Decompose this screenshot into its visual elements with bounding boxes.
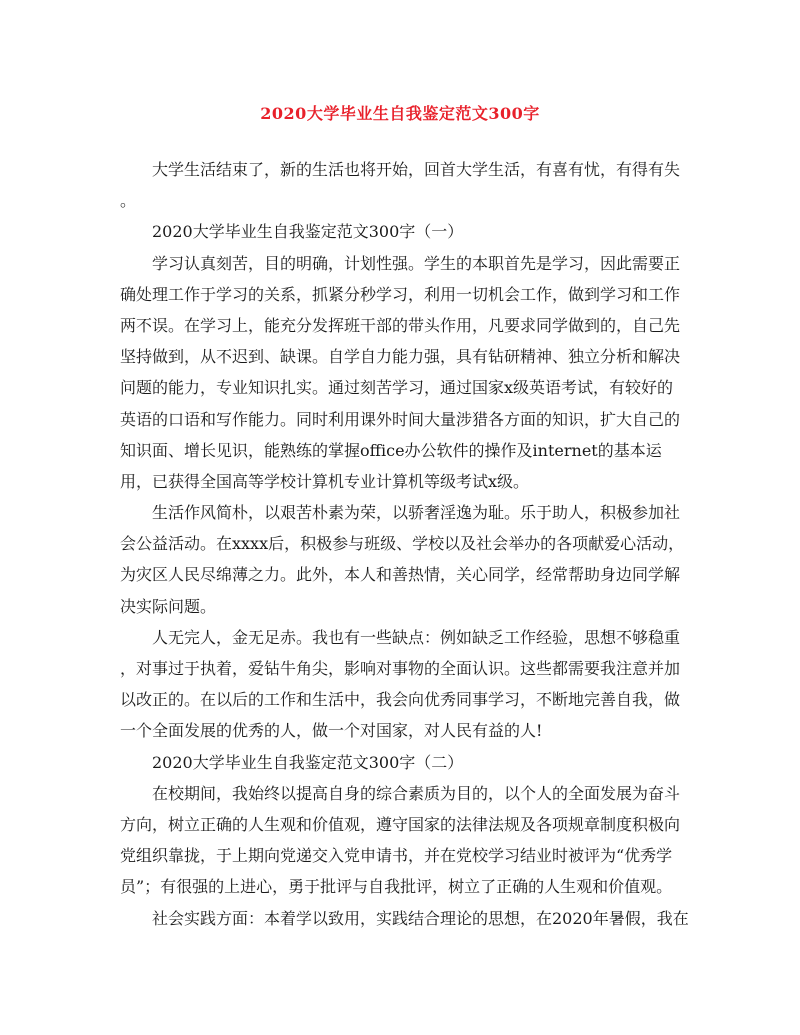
paragraph-line: 知识面、增长见识，能熟练的掌握office办公软件的操作及internet的基本运 [120,440,662,460]
paragraph-line: 学习认真刻苦，目的明确，计划性强。学生的本职首先是学习，因此需要正 [120,253,681,273]
paragraph-line: 。 [120,191,137,211]
paragraph-line: 两不误。在学习上，能充分发挥班干部的带头作用，凡要求同学做到的，自己先 [120,315,681,335]
paragraph-line: 社会实践方面：本着学以致用，实践结合理论的思想，在2020年暑假，我在 [120,908,689,928]
paragraph-line: 决实际问题。 [120,596,217,616]
section-heading: 2020大学毕业生自我鉴定范文300字（一） [120,222,464,242]
paragraph-line: 生活作风简朴，以艰苦朴素为荣，以骄奢淫逸为耻。乐于助人，积极参加社 [120,503,681,523]
paragraph-line: 为灾区人民尽绵薄之力。此外，本人和善热情，关心同学，经常帮助身边同学解 [120,565,681,585]
paragraph-line: 问题的能力，专业知识扎实。通过刻苦学习，通过国家x级英语考试，有较好的 [120,378,674,398]
paragraph-line: ，对事过于执着，爱钻牛角尖，影响对事物的全面认识。这些都需要我注意并加 [120,659,681,678]
paragraph-line: 坚持做到，从不迟到、缺课。自学自力能力强，具有钻研精神、独立分析和解决 [120,347,681,367]
paragraph-line: 会公益活动。在xxxx后，积极参与班级、学校以及社会举办的各项献爱心活动， [120,534,685,554]
paragraph-line: 英语的口语和写作能力。同时利用课外时间大量涉猎各方面的知识，扩大自己的 [120,409,681,429]
paragraph-line: 党组织靠拢，于上期向党递交入党申请书，并在党校学习结业时被评为“优秀学 [120,846,673,866]
document-body [120,154,689,934]
section-heading: 2020大学毕业生自我鉴定范文300字（二） [120,752,464,772]
paragraph-line: 以改正的。在以后的工作和生活中，我会向优秀同事学习，不断地完善自我，做 [120,690,681,710]
paragraph-line: 用，已获得全国高等学校计算机专业计算机等级考试x级。 [120,471,530,491]
paragraph-line: 确处理工作于学习的关系，抓紧分秒学习，利用一切机会工作，做到学习和工作 [120,284,681,304]
paragraph-line: 人无完人，金无足赤。我也有一些缺点：例如缺乏工作经验，思想不够稳重 [120,627,681,647]
document-title: 2020大学毕业生自我鉴定范文300字 [260,104,540,123]
paragraph-line: 大学生活结束了，新的生活也将开始，回首大学生活，有喜有忧，有得有失 [120,160,681,179]
paragraph-line: 员”；有很强的上进心，勇于批评与自我批评，树立了正确的人生观和价值观。 [120,877,673,897]
paragraph-line: 方向，树立正确的人生观和价值观，遵守国家的法律法规及各项规章制度积极向 [120,814,681,834]
paragraph-line: 在校期间，我始终以提高自身的综合素质为目的，以个人的全面发展为奋斗 [120,783,681,803]
paragraph-line: 一个全面发展的优秀的人，做一个对国家，对人民有益的人! [120,721,543,741]
